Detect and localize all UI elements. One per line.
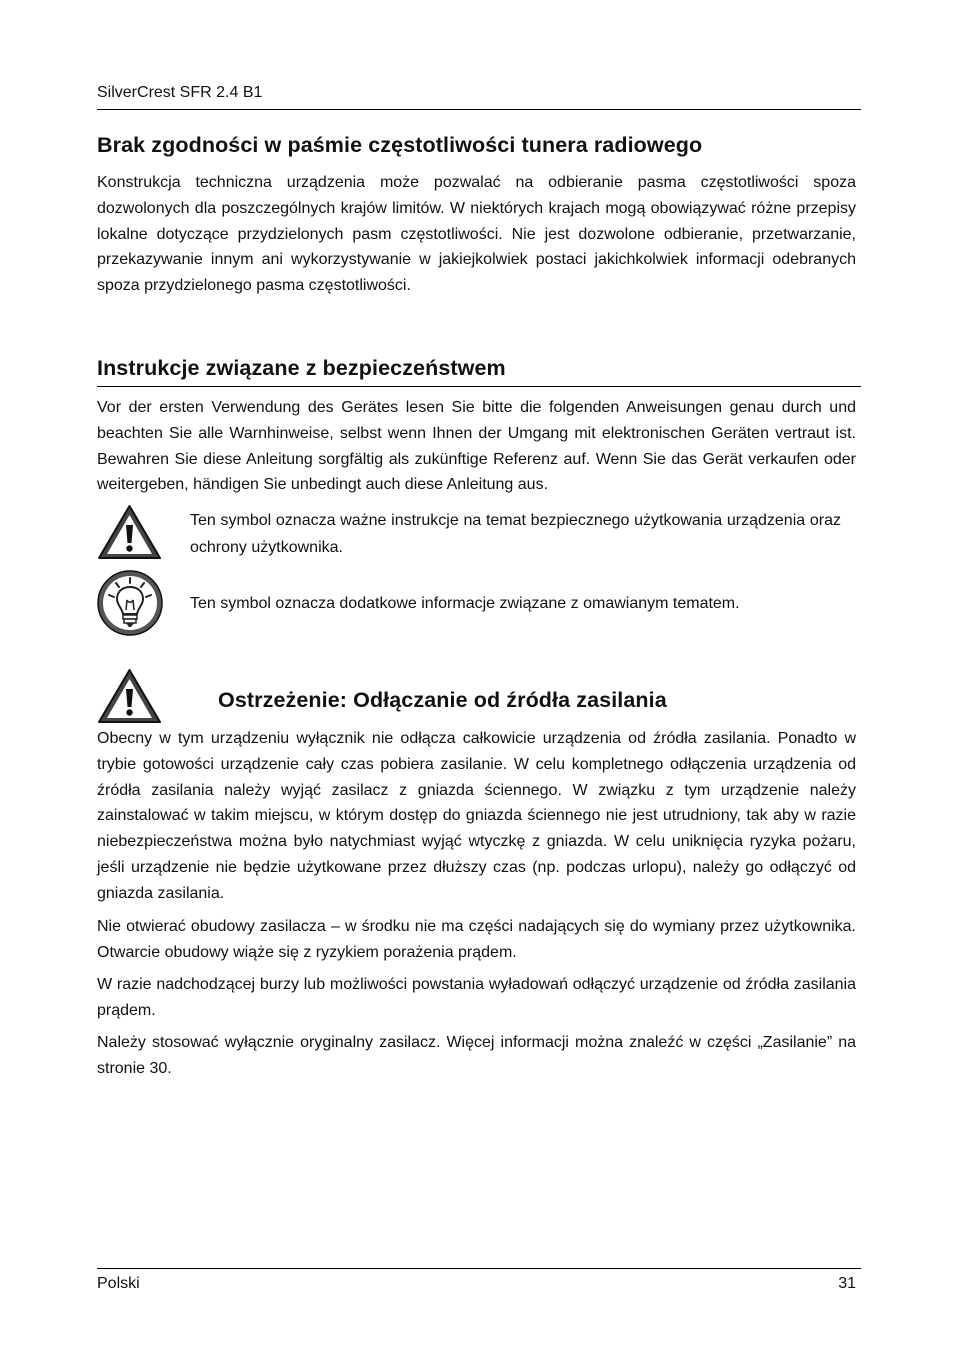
header-product-name: SilverCrest SFR 2.4 B1 bbox=[97, 84, 263, 101]
power-warning-paragraph-2: Nie otwierać obudowy zasilacza – w środku nie ma części nadających się do wymiany przez użytkownika. Otwarcie obudowy wiąże się z ryzykiem porażenia prądem. bbox=[97, 918, 856, 961]
section-body-frequency: Konstrukcja techniczna urządzenia może pozwalać na odbieranie pasma częstotliwości spoza dozwolonych dla poszczególnych krajów limitów. W niektórych krajach mogą obowiązywać różne przepisy lokalne dotyczące przydzielonych pasm częstotliwości. Nie jest dozwolone odbieranie, przetwarzanie, przekazywanie innym ani wykorzystywanie w jakiejkolwiek postaci jakichkolwiek informacji odebranych spoza przydzielonego pasma częstotliwości. bbox=[97, 174, 856, 295]
section-rule-safety bbox=[97, 386, 861, 387]
footer-rule bbox=[97, 1268, 861, 1269]
power-warning-paragraph-1: Obecny w tym urządzeniu wyłącznik nie odłącza całkowicie urządzenia od źródła zasilania. Ponadto w trybie gotowości urządzenie cały czas pobiera zasilanie. W celu kompletnego odłączenia urządzenia od źródła zasilania należy wyjąć zasilacz z gniazda ściennego. W związku z tym urządzenie należy zainstalować w takim miejscu, w którym dostęp do gniazda ściennego nie jest utrudniony, tak aby w razie niebezpieczeństwa można było natychmiast wyjąć wtyczkę z gniazda. W celu uniknięcia ryzyka pożaru, jeśli urządzenie nie będzie użytkowane przez dłuższy czas (np. podczas urlopu), należy go odłączyć od gniazda zasilania. bbox=[97, 730, 856, 902]
warning-symbol-description: Ten symbol oznacza ważne instrukcje na temat bezpiecznego użytkowania urządzenia oraz ochrony użytkownika. bbox=[190, 512, 841, 556]
header-rule bbox=[97, 109, 861, 110]
section-body-safety: Vor der ersten Verwendung des Gerätes lesen Sie bitte die folgenden Anweisungen genau durch und beachten Sie alle Warnhinweise, selbst wenn Ihnen der Umgang mit elektronischen Geräten vertraut ist. Bewahren Sie diese Anleitung sorgfältig als zukünftige Referenz auf. Wenn Sie das Gerät verkaufen oder weitergeben, händigen Sie unbedingt auch diese Anleitung aus. bbox=[97, 399, 856, 494]
warning-triangle-icon bbox=[96, 667, 163, 725]
power-warning-paragraph-3: W razie nadchodzącej burzy lub możliwości powstania wyładowań odłączyć urządzenie od źródła zasilania prądem. bbox=[97, 976, 856, 1019]
section-title-frequency: Brak zgodności w paśmie częstotliwości tunera radiowego bbox=[97, 133, 703, 157]
footer-page-number: 31 bbox=[838, 1275, 856, 1292]
power-warning-paragraph-4: Należy stosować wyłącznie oryginalny zasilacz. Więcej informacji można znaleźć w części „Zasilanie” na stronie 30. bbox=[97, 1034, 856, 1077]
section-title-safety: Instrukcje związane z bezpieczeństwem bbox=[97, 356, 506, 380]
footer-language: Polski bbox=[97, 1275, 140, 1292]
section-title-power-warning: Ostrzeżenie: Odłączanie od źródła zasilania bbox=[218, 688, 667, 712]
warning-triangle-icon bbox=[96, 503, 163, 561]
info-symbol-description: Ten symbol oznacza dodatkowe informacje związane z omawianym tematem. bbox=[190, 595, 740, 612]
lightbulb-icon bbox=[96, 569, 164, 637]
